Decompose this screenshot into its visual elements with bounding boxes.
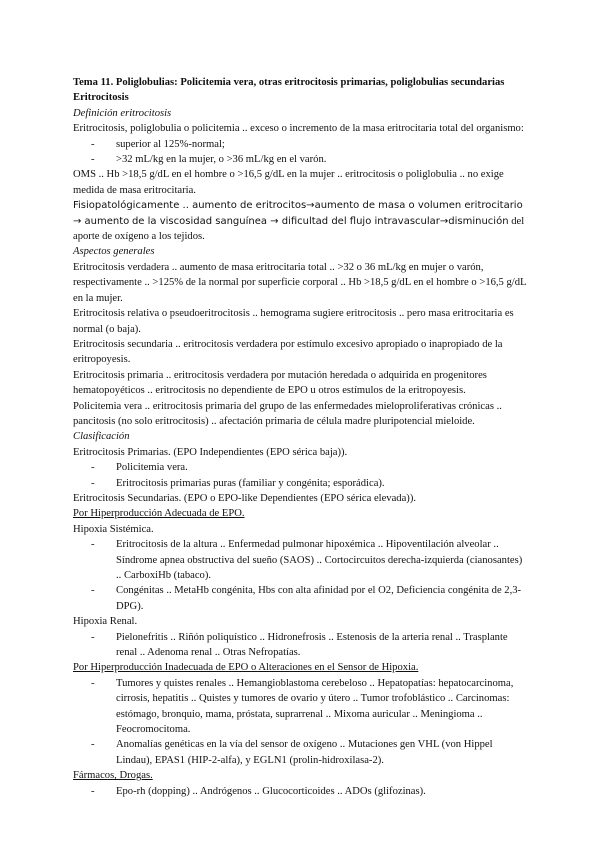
aspectos-heading: Aspectos generales [73, 246, 155, 258]
fisiopatologia-line2: de la viscosidad sanguínea → dificultad del flujo intravascular→disminución [131, 215, 509, 227]
list-item: - Pielonefritis .. Riñón poliquístico .. Hidronefrosis .. Estenosis de la arteria renal .. Trasplante renal .. Adenoma renal .. Otras Nefropatías. [73, 630, 530, 661]
secundarias-text: Eritrocitosis Secundarias. (EPO o EPO-like Dependientes (EPO sérica elevada)). [73, 492, 417, 504]
farmacos-list [73, 784, 530, 799]
list-item: - >32 mL/kg en la mujer, o >36 mL/kg en el varón. [73, 152, 530, 167]
hipoxia-sistemica-list [73, 537, 530, 614]
aspectos-paragraph: Eritrocitosis verdadera .. aumento de masa eritrocitaria total .. >32 o 36 mL/kg en mujer o varón, respectivamente .. >125% de la normal por superficie corporal .. Hb >18,5 g/dL en el hombre o >16,5 g/dL en la mujer. [73, 261, 527, 304]
section-heading: Eritrocitosis [73, 92, 129, 104]
list-item: - Policitemia vera. [73, 460, 530, 475]
list-item: - Eritrocitosis primarias puras (familiar y congénita; esporádica). [73, 476, 530, 491]
list-item: - superior al 125%-normal; [73, 137, 530, 152]
primarias-text: Eritrocitosis Primarias. (EPO Independientes (EPO sérica baja)). [73, 446, 348, 458]
inadecuada-list [73, 676, 530, 768]
hipoxia-sistemica-heading: Hipoxia Sistémica. [73, 523, 154, 535]
list-item: - Tumores y quistes renales .. Hemangioblastoma cerebeloso .. Hepatopatías: hepatocarcinoma, cirrosis, hepatitis .. Quistes y tumores de ovario y útero .. Tumor trofoblástico .. Carcinomas: estómago, bronquio, mama, próstata, suprarrenal .. Mixoma auricular .. Meningioma .. Feocromocitoma. [73, 676, 530, 738]
fisiopatologia-line2-end: del aporte de oxígeno a los tejidos. [73, 215, 525, 243]
aspectos-paragraph: Eritrocitosis primaria .. eritrocitosis verdadera por mutación heredada o adquirida en progenitores hematopoyéticos .. eritrocitosis no dependiente de EPO u otros estímulos de la eritropoyesis. [73, 369, 487, 397]
hipoxia-renal-list [73, 630, 530, 661]
list-item: - Congénitas .. MetaHb congénita, Hbs con alta afinidad por el O2, Deficiencia congénita de 2,3-DPG). [73, 583, 530, 614]
hiper-adecuada-heading: Por Hiperproducción Adecuada de EPO. [73, 508, 245, 520]
list-item: - Epo-rh (dopping) .. Andrógenos .. Glucocorticoides .. ADOs (glifozinas). [73, 784, 530, 799]
oms-text: OMS .. Hb >18,5 g/dL en el hombre o >16,5 g/dL en la mujer .. eritrocitosis o poliglobulia .. no exige medida de masa eritrocitaria. [73, 169, 504, 196]
hiper-inadecuada-heading: Por Hiperproducción Inadecuada de EPO o Alteraciones en el Sensor de Hipoxia. [73, 662, 419, 674]
definition-list [73, 137, 530, 168]
farmacos-heading: Fármacos, Drogas. [73, 770, 153, 782]
aspectos-paragraph: Eritrocitosis relativa o pseudoeritrocitosis .. hemograma sugiere eritrocitosis .. pero masa eritrocitaria es normal (o baja). [73, 308, 514, 335]
aspectos-paragraph: Eritrocitosis secundaria .. eritrocitosis verdadera por estímulo excesivo apropiado o inapropiado de la eritropoyesis. [73, 338, 503, 366]
fisiopatologia-text [73, 198, 530, 244]
list-item: - Anomalías genéticas en la vía del sensor de oxígeno .. Mutaciones gen VHL (von Hippel Lindau), EPAS1 (HIP-2-alfa), y EGLN1 (prolin-hidroxilasa-2). [73, 737, 530, 768]
primarias-list [73, 460, 530, 491]
hipoxia-renal-heading: Hipoxia Renal. [73, 616, 138, 628]
clasificacion-heading: Clasificación [73, 431, 130, 443]
document-title: Tema 11. Poliglobulias: Policitemia vera, otras eritrocitosis primarias, poliglobulias secundarias [73, 77, 505, 88]
list-item: - Eritrocitosis de la altura .. Enfermedad pulmonar hipoxémica .. Hipoventilación alveolar .. Síndrome apnea obstructiva del sueño (SAOS) .. Cortocircuitos derecha-izquierda (cianosantes) .. CarboxiHb (tabaco). [73, 537, 530, 583]
fisiopatologia-line1: Fisiopatológicamente .. aumento de eritrocitos→aumento de masa o volumen eritrocitario → aumento [73, 200, 523, 227]
aspectos-paragraph: Policitemia vera .. eritrocitosis primaria del grupo de las enfermedades mieloproliferativas crónicas .. pancitosis (no solo eritrocitosis) .. afectación primaria de célula madre pluripotencial mieloide. [73, 400, 502, 427]
definition-text: Eritrocitosis, poliglobulia o policitemia .. exceso o incremento de la masa eritrocitaria total del organismo: [73, 123, 524, 135]
definition-heading: Definición eritrocitosis [73, 107, 172, 119]
